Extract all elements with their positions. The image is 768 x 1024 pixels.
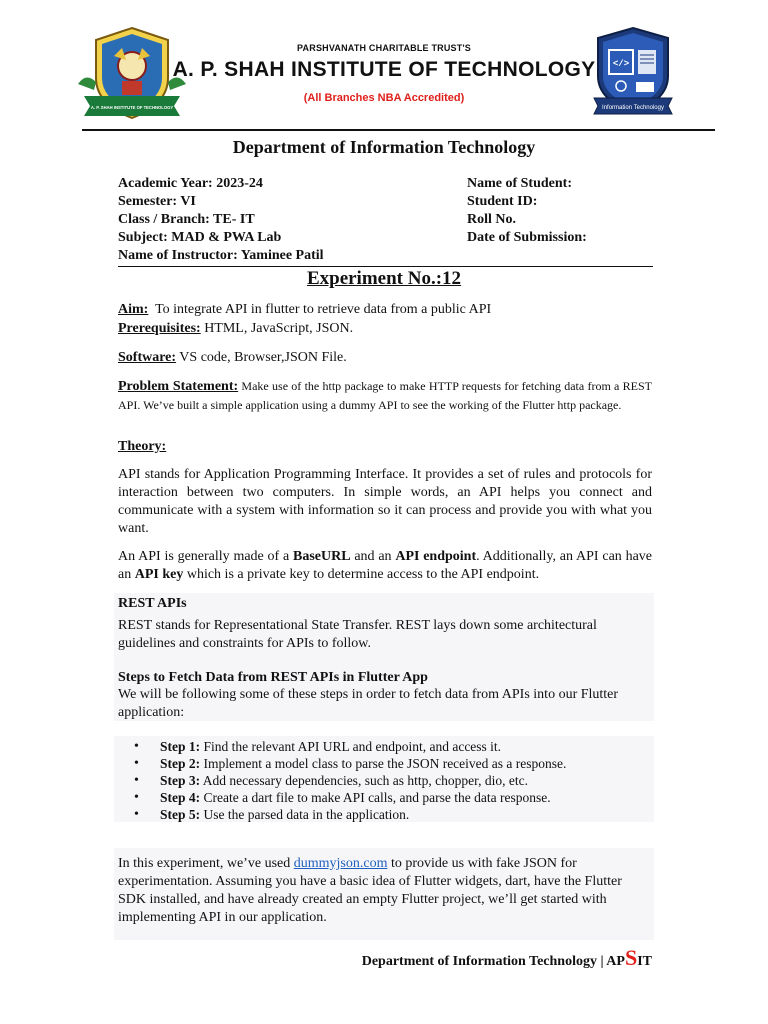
- list-item: • Step 3: Add necessary dependencies, such as http, chopper, dio, etc.: [160, 772, 660, 789]
- instructor: Name of Instructor: Yaminee Patil: [118, 248, 324, 263]
- svg-text:Information Technology: Information Technology: [602, 105, 664, 111]
- theory-paragraph-1: API stands for Application Programming Interface. It provides a set of rules and protocols for interaction between two computers. In simple words, an API helps you connect and communicate with a system with information so it can process and provide you with what you want.: [118, 467, 652, 536]
- experiment-title: Experiment No.:12: [306, 268, 462, 289]
- list-item: • Step 1: Find the relevant API URL and endpoint, and access it.: [160, 738, 660, 755]
- problem-statement: Problem Statement: Make use of the http package to make HTTP requests for fetching data from a REST API. We’ve built a simple application using a dummy API to see the working of the Flutter http package.: [118, 379, 652, 412]
- steps-list: [118, 738, 660, 823]
- semester: Semester: VI: [118, 194, 196, 209]
- accreditation-note: (All Branches NBA Accredited): [303, 92, 465, 104]
- svg-text:</>: </>: [612, 59, 630, 69]
- student-info: [467, 175, 587, 247]
- list-item: • Step 5: Use the parsed data in the application.: [160, 806, 660, 823]
- svg-text:A. P. SHAH INSTITUTE OF TECHNO: A. P. SHAH INSTITUTE OF TECHNOLOGY: [90, 105, 174, 110]
- student-id-label: Student ID:: [467, 194, 538, 209]
- academic-year: Academic Year: 2023-24: [118, 176, 263, 191]
- steps-intro: We will be following some of these steps in order to fetch data from APIs into our Flutter application:: [118, 687, 619, 720]
- aim-line: Aim: To integrate API in flutter to retrieve data from a public API: [118, 302, 492, 317]
- steps-heading: Steps to Fetch Data from REST APIs in Flutter App: [118, 670, 428, 685]
- student-name-label: Name of Student:: [467, 176, 572, 191]
- dummyjson-link[interactable]: dummyjson.com: [293, 856, 388, 871]
- theory-paragraph-2: An API is generally made of a BaseURL and an API endpoint. Additionally, an API can have an API key which is a private key to determine access to the API endpoint.: [118, 549, 652, 582]
- course-info: [118, 175, 324, 265]
- header-divider: [82, 129, 715, 131]
- trust-name: PARSHVANATH CHARITABLE TRUST'S: [297, 43, 471, 53]
- rest-heading: REST APIs: [118, 596, 187, 611]
- institute-title: A. P. SHAH INSTITUTE OF TECHNOLOGY: [172, 58, 596, 81]
- list-item: • Step 2: Implement a model class to parse the JSON received as a response.: [160, 755, 660, 772]
- subject: Subject: MAD & PWA Lab: [118, 230, 282, 245]
- class-branch: Class / Branch: TE- IT: [118, 212, 255, 227]
- department-heading: Department of Information Technology: [232, 137, 536, 157]
- prerequisites-line: Prerequisites: HTML, JavaScript, JSON.: [118, 321, 354, 336]
- submission-date-label: Date of Submission:: [467, 230, 587, 245]
- final-paragraph: In this experiment, we’ve used dummyjson.com to provide us with fake JSON for experimentation. Assuming you have a basic idea of Flutter widgets, dart, have the Flutter SDK installed, and have already created an empty Flutter project, we’ll get started with implementing API in our application.: [118, 856, 622, 925]
- page-footer: Department of Information Technology | APSIT: [361, 945, 652, 970]
- rest-paragraph: REST stands for Representational State Transfer. REST lays down some architectural guidelines and constraints for APIs to follow.: [118, 618, 597, 651]
- roll-no-label: Roll No.: [467, 212, 516, 227]
- info-divider: [118, 266, 653, 267]
- theory-heading: Theory:: [118, 439, 167, 454]
- software-line: Software: VS code, Browser,JSON File.: [118, 350, 347, 365]
- list-item: • Step 4: Create a dart file to make API calls, and parse the data response.: [160, 789, 660, 806]
